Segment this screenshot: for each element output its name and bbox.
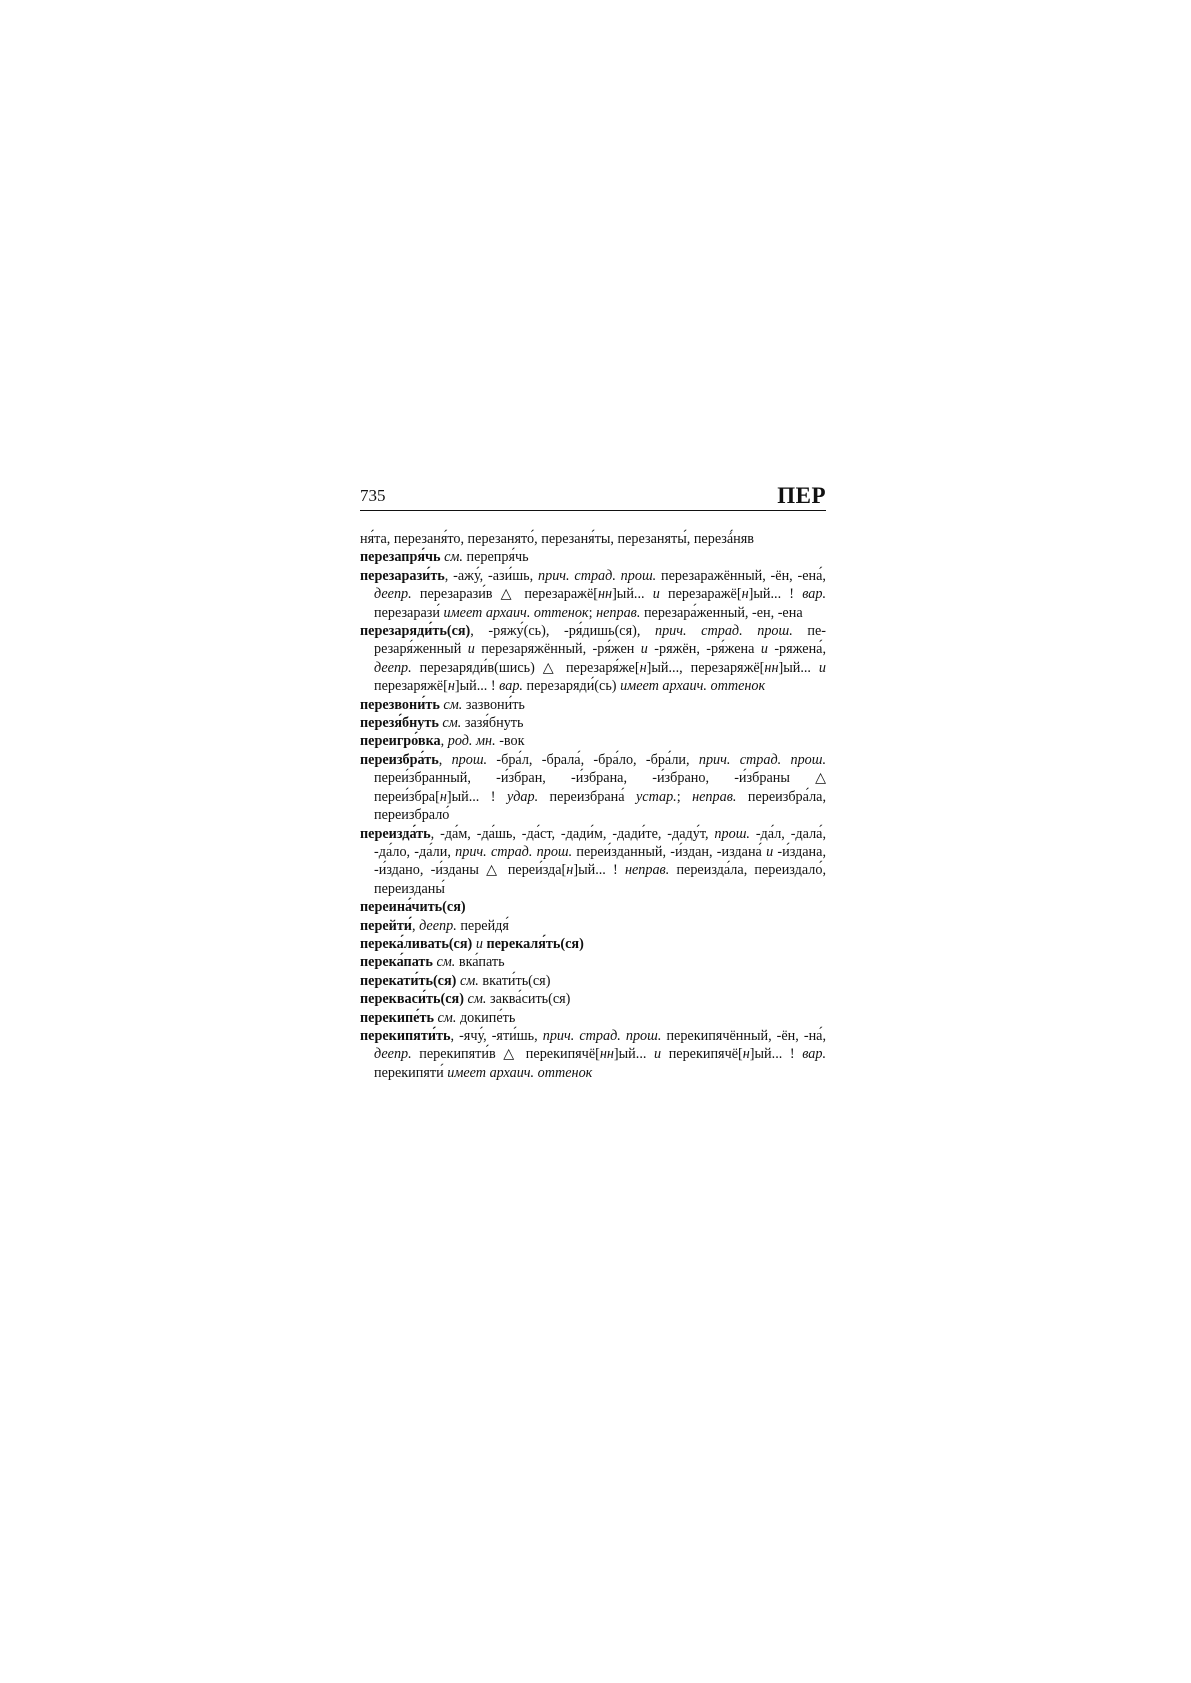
entry-text: , -ажу́, -ази́шь, (444, 567, 538, 584)
entry-text: перезаражённый, -ён, -ена́, (656, 567, 826, 584)
grammar-label: устар. (635, 788, 677, 805)
grammar-label: деепр. (374, 659, 412, 676)
grammar-label: см. (437, 1009, 457, 1026)
dictionary-entry (360, 825, 826, 899)
entry-text: , -ряжу́(сь), -ря́дишь(ся), (470, 623, 655, 640)
entry-text: перепря́чь (462, 549, 529, 566)
entry-text: , (440, 733, 448, 750)
grammar-label: удар. (506, 788, 539, 805)
entry-headword: перезвони́ть (360, 696, 440, 713)
entry-text: заква́сить(ся) (486, 991, 571, 1008)
entry-headword: перека́ливать(ся) (360, 935, 473, 952)
grammar-label: нн (597, 586, 613, 603)
entry-text: ]ый... ! (446, 788, 507, 805)
grammar-label: неправ. (624, 862, 670, 879)
entry-text: -бра́л, -брала́, -бра́ло, -бра́ли, (487, 751, 699, 768)
entry-text: ]ый... ! (573, 862, 625, 879)
grammar-label: вар. (499, 678, 523, 695)
entry-headword: перекипяти́ть (360, 1027, 451, 1044)
grammar-label: неправ. (596, 604, 641, 621)
entry-headword: перезапря́чь (360, 549, 441, 566)
entry-text: переи́зданный, -и́здан, -издана́ (572, 843, 767, 860)
grammar-label: и (766, 843, 774, 860)
entry-headword: переигро́вка (360, 733, 441, 750)
entry-text: , -ячу́, -яти́шь, (450, 1027, 543, 1044)
dictionary-entry (360, 751, 826, 825)
entry-text: перекипячённый, -ён, -на́, (661, 1027, 827, 1044)
grammar-label: н (742, 1046, 750, 1063)
entry-text: ]ый..., перезаряжё[ (646, 659, 765, 676)
entry-text: перезарази́ (374, 604, 444, 621)
grammar-label: нн (764, 659, 779, 676)
dictionary-entries (360, 530, 826, 1082)
running-head: ПЕР (777, 483, 826, 508)
entry-headword: перезя́бнуть (360, 715, 439, 732)
entry-text: перейдя́ (456, 917, 509, 934)
entry-headword: перека́пать (360, 954, 433, 971)
entry-text: перезарази́в △ перезаражё[ (411, 586, 598, 603)
dictionary-entry (360, 917, 826, 935)
dictionary-entry (360, 622, 826, 696)
entry-headword: перезаряди́ть(ся) (360, 623, 471, 640)
grammar-label: н (639, 659, 647, 676)
grammar-label: н (447, 678, 455, 695)
entry-text: переизда́ла, переиздало́, переизданы́ (374, 862, 827, 897)
dictionary-entry (360, 953, 826, 971)
entry-headword: перекипе́ть (360, 1009, 434, 1026)
grammar-label: род. мн. (447, 733, 496, 750)
entry-text: -ряжён, -ря́жена (647, 641, 761, 658)
dictionary-entry (360, 732, 826, 750)
grammar-label: и (760, 641, 768, 658)
entry-headword: перекати́ть(ся) (360, 972, 457, 989)
entry-text: -и́здана, -и́здано, -и́зданы △ переи́зда[ (374, 843, 826, 879)
entry-text: перезара́женный, -ен, -ена (640, 604, 803, 621)
entry-headword: перезарази́ть (360, 567, 445, 584)
entry-text: ; (588, 604, 597, 621)
entry-text: перезаражё[ (659, 586, 742, 603)
grammar-label: прош. (451, 751, 488, 768)
dictionary-entry (360, 898, 826, 916)
entry-text: перезаряди́(сь) (522, 678, 621, 695)
grammar-label: и (652, 586, 660, 603)
entry-text: ]ый... (613, 1046, 655, 1063)
grammar-label: вар. (802, 586, 826, 603)
entry-text: ]ый... ! (454, 678, 500, 695)
entry-text: перезаряди́в(шись) △ перезаря́же[ (411, 659, 640, 676)
grammar-label: и (654, 1046, 662, 1063)
entry-continuation (360, 530, 826, 548)
grammar-label: см. (467, 991, 487, 1008)
entry-text: ; (676, 788, 693, 805)
entry-text: перезаря́женный (374, 623, 827, 658)
dictionary-entry (360, 714, 826, 732)
entry-text: ня́та, перезаня́то, перезанято́, перезаня́ты, перезаняты́, перезá́няв (360, 531, 755, 547)
grammar-label: н (439, 788, 447, 805)
grammar-label: имеет архаич. оттенок (620, 678, 766, 695)
entry-text: ]ый... ! (749, 1046, 803, 1063)
entry-headword: перейти́ (360, 917, 412, 934)
grammar-label: нн (599, 1046, 614, 1063)
header-rule (360, 510, 826, 511)
page-header (360, 478, 826, 512)
dictionary-entry (360, 1027, 826, 1082)
entry-text: докипе́ть (456, 1009, 516, 1026)
grammar-label: прич. страд. прош. (698, 751, 827, 768)
grammar-label: см. (443, 696, 463, 713)
entry-headword: переизбра́ть (360, 751, 439, 768)
entry-text: ]ый... ! (748, 586, 803, 603)
entry-text: перезаряжё[ (374, 678, 448, 695)
grammar-label: н (566, 862, 574, 879)
dictionary-entry (360, 972, 826, 990)
entry-text: переизбра́ла, переизбрало́ (374, 788, 826, 824)
grammar-label: имеет архаич. оттенок (443, 604, 589, 621)
grammar-label: см. (459, 972, 479, 989)
grammar-label: имеет архаич. оттенок (447, 1064, 593, 1081)
grammar-label: деепр. (419, 917, 457, 934)
entry-text: , (411, 917, 420, 934)
grammar-label: прич. страд. прош. (654, 623, 793, 640)
grammar-label: прич. страд. прош. (538, 567, 657, 584)
entry-text: ]ый... (612, 586, 653, 603)
entry-headword: переизда́ть (360, 825, 431, 842)
entry-text: перезаряжённый, -ря́жен (474, 641, 641, 658)
dictionary-entry (360, 567, 826, 622)
grammar-label: вар. (802, 1046, 826, 1063)
dictionary-entry (360, 990, 826, 1008)
entry-text: , -да́м, -да́шь, -да́ст, -дади́м, -дади́те, -даду́т, (430, 825, 715, 842)
entry-text: переи́збранный, -и́збран, -и́збрана, -и́збрано, -и́збраны △ переи́збра[ (374, 770, 826, 805)
grammar-label: см. (436, 954, 456, 971)
grammar-label: неправ. (692, 788, 737, 805)
entry-text: перекипяти́в △ перекипячё[ (411, 1046, 600, 1063)
grammar-label: прош. (714, 825, 750, 842)
page-number: 735 (360, 486, 386, 505)
grammar-label: деепр. (374, 586, 412, 603)
dictionary-entry (360, 696, 826, 714)
grammar-label: и (640, 641, 648, 658)
entry-text: перекипячё[ (661, 1046, 743, 1063)
grammar-label: и (818, 659, 826, 676)
entry-text: ]ый... (778, 659, 819, 676)
entry-text: зазя́бнуть (461, 715, 524, 732)
grammar-label: прич. страд. прош. (542, 1027, 662, 1044)
entry-headword: перекаля́ть(ся) (486, 935, 584, 952)
entry-text: переизбрана́ (538, 788, 636, 805)
entry-headword: переина́чить(ся) (360, 899, 466, 916)
grammar-label: см. (444, 549, 463, 566)
dictionary-entry (360, 548, 826, 566)
entry-text: перекипяти́ (374, 1064, 448, 1081)
grammar-label: прич. страд. прош. (455, 843, 573, 860)
entry-text: -да́л, -дала́, -да́ло, -да́ли, (374, 825, 826, 860)
grammar-label: и (475, 935, 483, 952)
dictionary-entry (360, 1009, 826, 1027)
entry-text: зазвони́ть (462, 696, 525, 713)
dictionary-entry (360, 935, 826, 953)
entry-text: -вок (495, 733, 525, 750)
grammar-label: н (741, 586, 749, 603)
entry-text: , (438, 751, 452, 768)
grammar-label: и (467, 641, 475, 658)
entry-text: вкати́ть(ся) (478, 972, 551, 989)
entry-text: вка́пать (455, 954, 505, 971)
grammar-label: см. (442, 715, 462, 732)
entry-text: -ряжена́, (767, 641, 827, 658)
entry-headword: перекваси́ть(ся) (360, 991, 464, 1008)
grammar-label: деепр. (374, 1046, 412, 1063)
